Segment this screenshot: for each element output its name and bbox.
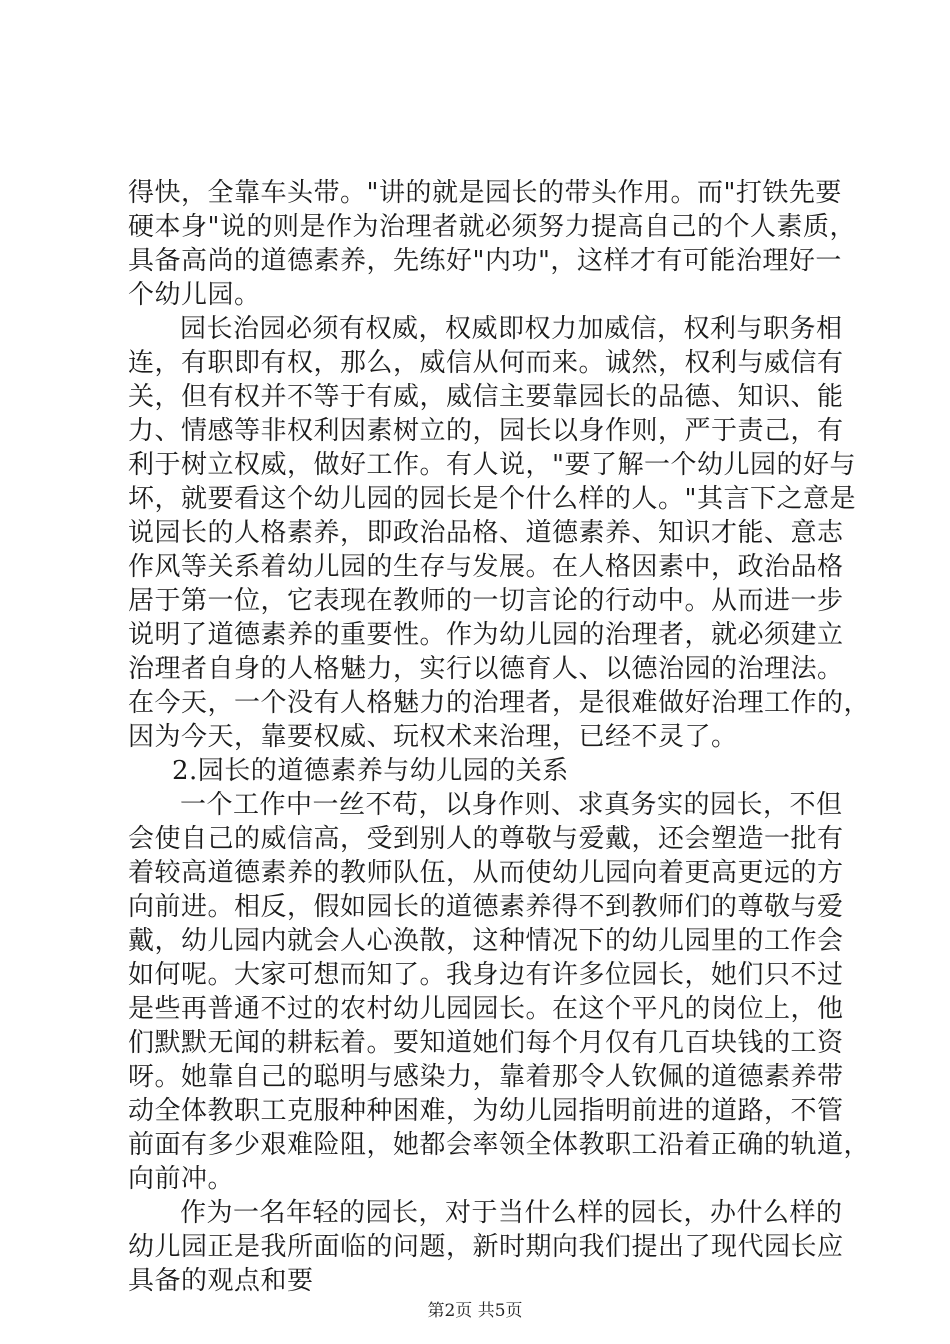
text-line: 硬本身"说的则是作为治理者就必须努力提高自己的个人素质， <box>128 212 856 242</box>
text-line: 居于第一位，它表现在教师的一切言论的行动中。从而进一步 <box>128 586 844 616</box>
text-line: 前面有多少艰难险阻，她都会率领全体教职工沿着正确的轨道， <box>128 1130 871 1160</box>
text-line: 坏，就要看这个幼儿园的园长是个什么样的人。"其言下之意是 <box>128 484 856 514</box>
text-line: 个幼儿园。 <box>128 280 261 310</box>
paragraph-first-line: 作为一名年轻的园长，对于当什么样的园长，办什么样的 <box>180 1198 843 1228</box>
text-line: 力、情感等非权利因素树立的，园长以身作则，严于责己，有 <box>128 416 844 446</box>
text-line: 作风等关系着幼儿园的生存与发展。在人格因素中，政治品格 <box>128 552 844 582</box>
text-line: 是些再普通不过的农村幼儿园园长。在这个平凡的岗位上，他 <box>128 994 844 1024</box>
page-footer: 第2页 共5页 <box>427 1301 523 1321</box>
paragraph-first-line: 一个工作中一丝不苟，以身作则、求真务实的园长，不但 <box>180 790 843 820</box>
text-line: 具备的观点和要 <box>128 1266 314 1296</box>
text-line: 如何呢。大家可想而知了。我身边有许多位园长，她们只不过 <box>128 960 844 990</box>
text-line: 们默默无闻的耕耘着。要知道她们每个月仅有几百块钱的工资 <box>128 1028 844 1058</box>
text-line: 得快，全靠车头带。"讲的就是园长的带头作用。而"打铁先要 <box>128 178 842 208</box>
text-line: 利于树立权威，做好工作。有人说，"要了解一个幼儿园的好与 <box>128 450 856 480</box>
text-line: 向前进。相反，假如园长的道德素养得不到教师们的尊敬与爱 <box>128 892 844 922</box>
paragraph-first-line: 园长治园必须有权威，权威即权力加威信，权利与职务相 <box>180 314 843 344</box>
text-line: 治理者自身的人格魅力，实行以德育人、以德治园的治理法。 <box>128 654 844 684</box>
text-line: 会使自己的威信高，受到别人的尊敬与爱戴，还会塑造一批有 <box>128 824 844 854</box>
text-line: 在今天，一个没有人格魅力的治理者，是很难做好治理工作的， <box>128 688 871 718</box>
text-line: 着较高道德素养的教师队伍，从而使幼儿园向着更高更远的方 <box>128 858 844 888</box>
text-line: 向前冲。 <box>128 1164 235 1194</box>
text-line: 幼儿园正是我所面临的问题，新时期向我们提出了现代园长应 <box>128 1232 844 1262</box>
text-line: 戴，幼儿园内就会人心涣散，这种情况下的幼儿园里的工作会 <box>128 926 844 956</box>
text-line: 说园长的人格素养，即政治品格、道德素养、知识才能、意志 <box>128 518 844 548</box>
text-line: 因为今天，靠要权威、玩权术来治理，已经不灵了。 <box>128 722 738 752</box>
text-line: 关，但有权并不等于有威，威信主要靠园长的品德、知识、能 <box>128 382 844 412</box>
text-line: 说明了道德素养的重要性。作为幼儿园的治理者，就必须建立 <box>128 620 844 650</box>
section-heading: 2.园长的道德素养与幼儿园的关系 <box>172 756 569 786</box>
text-line: 连，有职即有权，那么，威信从何而来。诚然，权利与威信有 <box>128 348 844 378</box>
text-line: 具备高尚的道德素养，先练好"内功"，这样才有可能治理好一 <box>128 246 842 276</box>
text-line: 呀。她靠自己的聪明与感染力，靠着那令人钦佩的道德素养带 <box>128 1062 844 1092</box>
text-line: 动全体教职工克服种种困难，为幼儿园指明前进的道路，不管 <box>128 1096 844 1126</box>
